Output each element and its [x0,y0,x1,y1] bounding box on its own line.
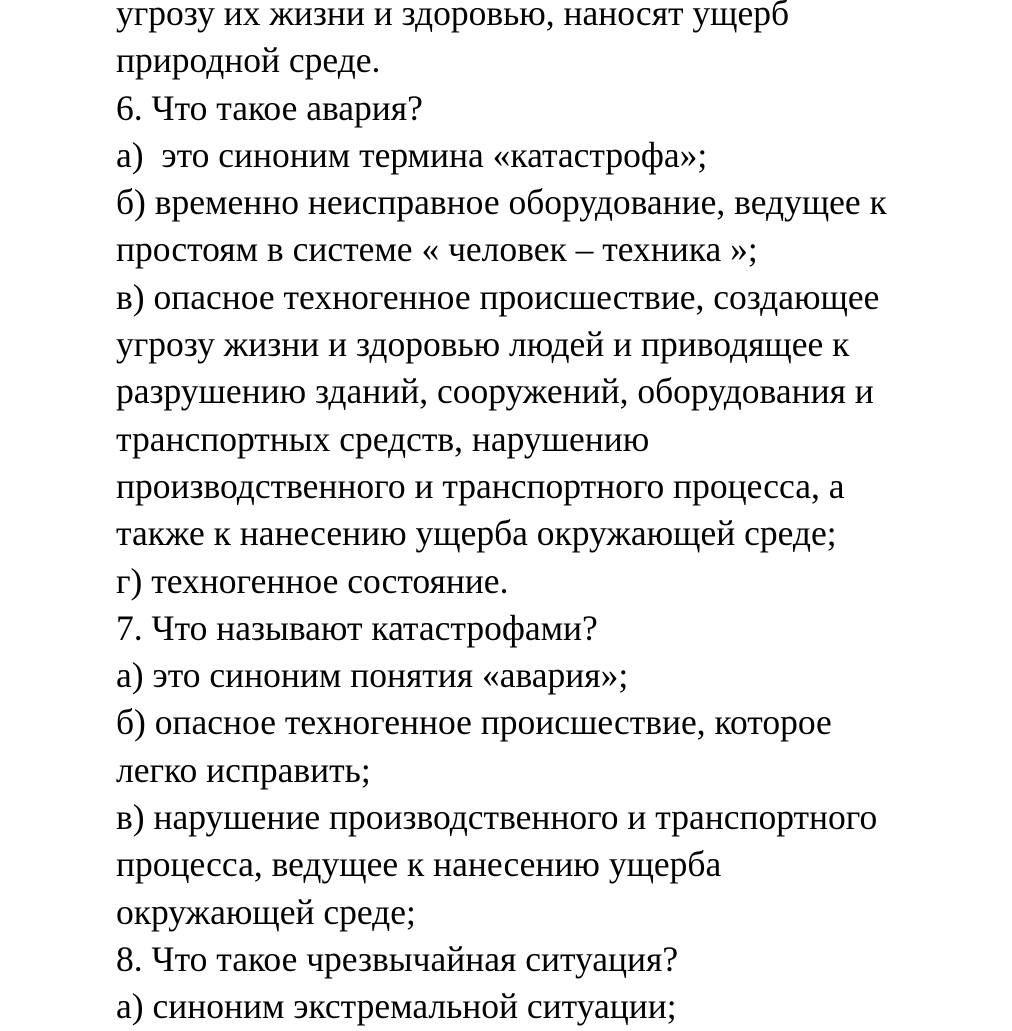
question-7-option-b: б) опасное техногенное происшествие, которое [116,702,832,743]
text-line: угрозу жизни и здоровью людей и приводящее к [116,324,850,365]
question-6-heading: 6. Что такое авария? [116,87,423,128]
question-8-option-a: а) синоним экстремальной ситуации; [116,986,677,1027]
question-6-option-a: а) это синоним термина «катастрофа»; [116,134,708,175]
text-line: простоям в системе « человек – техника »; [116,229,758,270]
question-8-heading: 8. Что такое чрезвычайная ситуация? [116,938,679,979]
question-7-option-a: а) это синоним понятия «авария»; [116,655,629,696]
text-line: производственного и транспортного процесса, а [116,465,845,506]
text-line: природной среде. [116,40,381,81]
text-line: также к нанесению ущерба окружающей среде; [116,513,837,554]
question-6-option-c: в) опасное техногенное происшествие, создающее [116,276,880,317]
text-line: легко исправить; [116,749,371,790]
document-text [116,0,996,1031]
text-line: разрушению зданий, сооружений, оборудования и [116,371,874,412]
question-6-option-d: г) техногенное состояние. [116,560,509,601]
text-line: транспортных средств, нарушению [116,418,650,459]
text-line: угрозу их жизни и здоровью, наносят ущерб [116,0,790,33]
text-line: процесса, ведущее к нанесению ущерба [116,844,722,885]
text-line: окружающей среде; [116,891,416,932]
question-6-option-b: б) временно неисправное оборудование, ведущее к [116,182,887,223]
question-7-heading: 7. Что называют катастрофами? [116,607,598,648]
question-7-option-c: в) нарушение производственного и транспортного [116,797,878,838]
